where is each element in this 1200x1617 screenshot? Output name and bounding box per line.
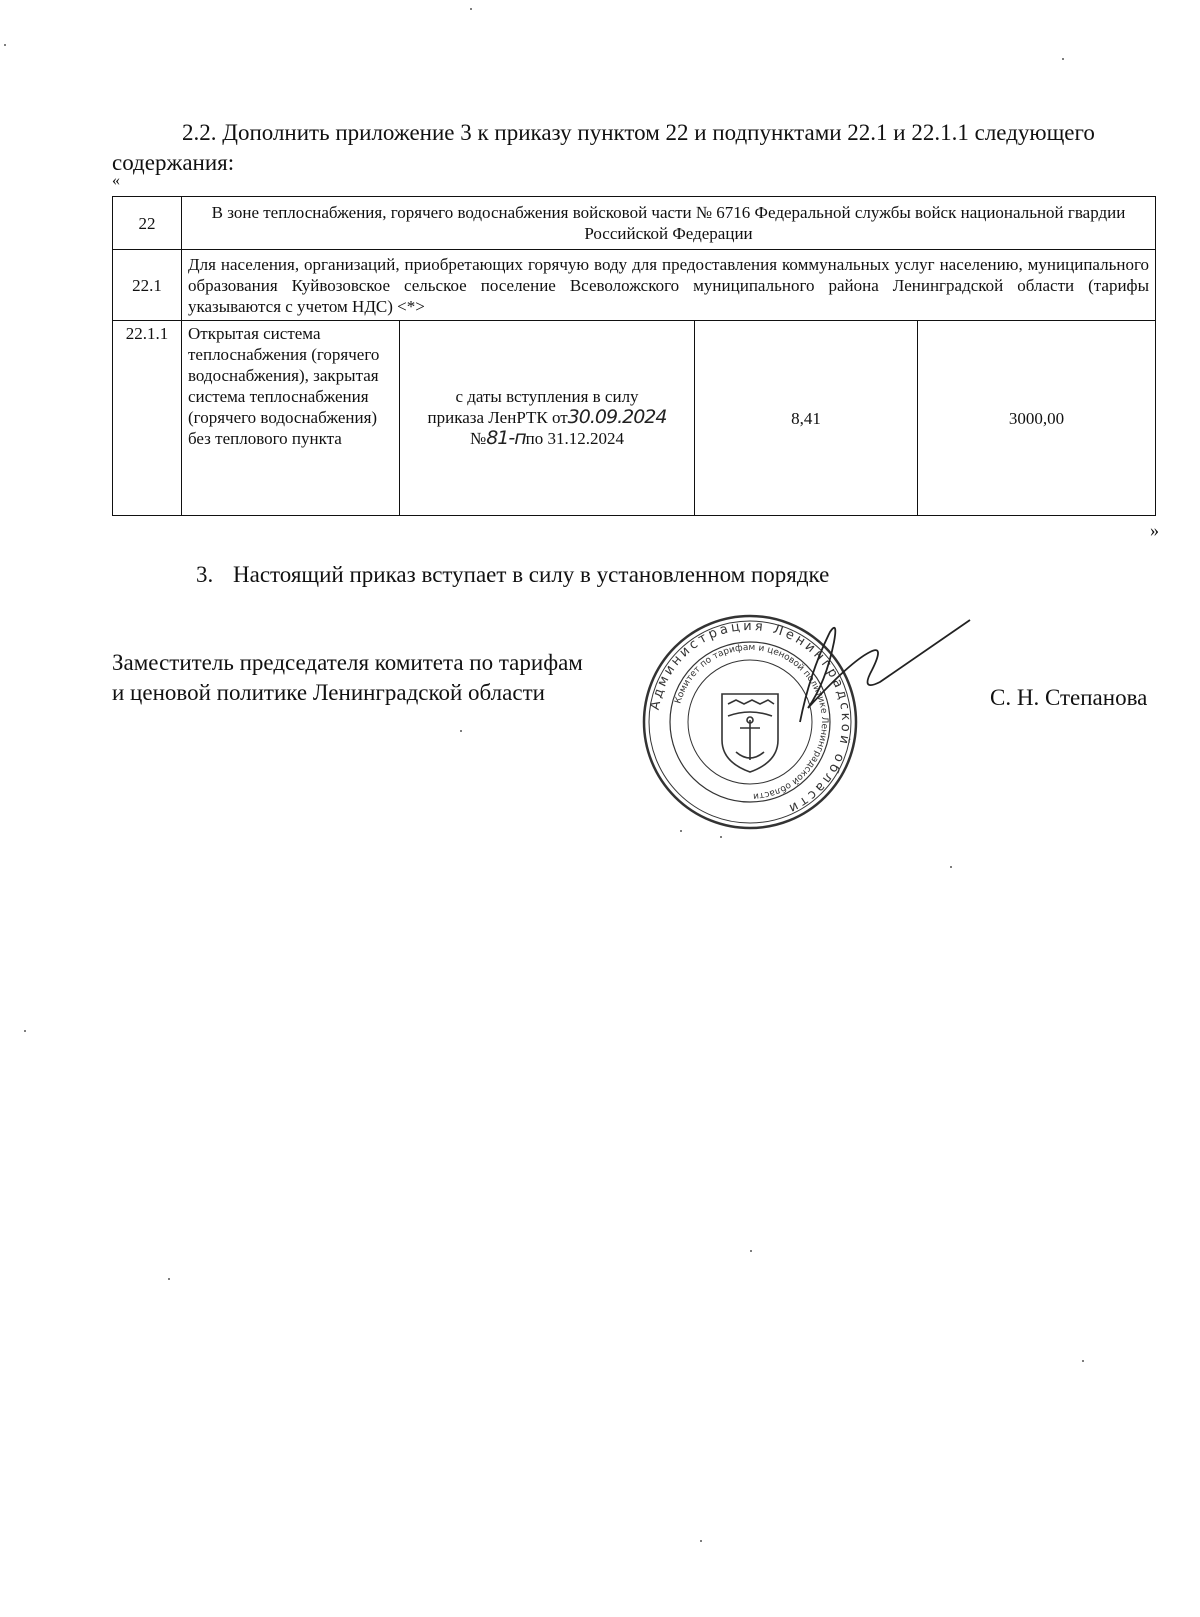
signer-title (112, 648, 632, 708)
period-end: по 31.12.2024 (525, 429, 625, 448)
item-3 (196, 560, 829, 590)
signature (760, 612, 980, 742)
table-row-22-1-1 (113, 321, 1156, 516)
intro-paragraph: 2.2. Дополнить приложение 3 к приказу пунктом 22 и подпунктами 22.1 и 22.1.1 следующего содержания: (112, 120, 1095, 175)
row-22-1-number: 22.1 (113, 250, 182, 321)
row-22-1-1-period (400, 321, 695, 516)
row-22-1-1-name: Открытая система теплоснабжения (горячего водоснабжения), закрытая система теплоснабжения (горячего водоснабжения) без теплового пункта (182, 321, 400, 516)
row-22-1-text: Для населения, организаций, приобретающих горячую воду для предоставления коммунальных услуг населению, муниципального образования Куйвозовское сельское поселение Всеволожского муниципального района Ленинградской области (тарифы указываются с учетом НДС) <*> (182, 250, 1156, 321)
table-row-22-1 (113, 250, 1156, 321)
item-3-text: Настоящий приказ вступает в силу в установленном порядке (233, 562, 830, 587)
signer-title-line2: и ценовой политике Ленинградской области (112, 680, 545, 705)
row-22-1-1-value1: 8,41 (695, 321, 918, 516)
row-22-1-1-value2: 3000,00 (918, 321, 1156, 516)
table-row-22 (113, 197, 1156, 250)
period-line1: с даты вступления в силу (455, 387, 639, 406)
period-line3 (406, 428, 688, 449)
row-22-1-1-number: 22.1.1 (113, 321, 182, 516)
seal-outer-text: Администрация Ленинградской области (647, 618, 854, 817)
period-number-sign: № (469, 429, 487, 448)
period-line2 (406, 407, 688, 428)
row-22-number: 22 (113, 197, 182, 250)
item-3-number: 3. (196, 562, 214, 587)
opening-quote: « (112, 172, 120, 189)
row-22-text: В зоне теплоснабжения, горячего водоснабжения войсковой части № 6716 Федеральной службы войск национальной гвардии Российской Федерации (182, 197, 1156, 250)
handwritten-number: 81-п (486, 427, 526, 449)
signer-title-line1: Заместитель председателя комитета по тарифам (112, 650, 583, 675)
tariff-table (112, 196, 1156, 516)
closing-quote: » (1150, 520, 1159, 540)
period-order-label: приказа ЛенРТК от (427, 408, 568, 427)
handwritten-date: 30.09.2024 (567, 406, 667, 428)
seal-inner-text: Комитет по тарифам и ценовой политике Ленинградской области (673, 642, 830, 801)
signer-name: С. Н. Степанова (990, 685, 1148, 710)
